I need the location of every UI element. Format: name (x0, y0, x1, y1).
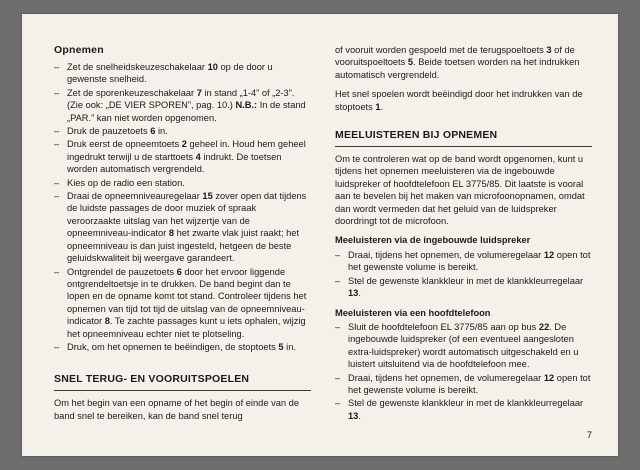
list-item-text: Druk, om het opnemen te beëindigen, de stoptoets 5 in. (67, 341, 296, 352)
dash-marker: – (54, 191, 60, 202)
list-item-text: Ontgrendel de pauzetoets 6 door het ervoor liggende ontgrendeltoetsje in te drukken. De band begint dan te lopen en de opname komt tot stand. Controleer tijdens het opnemen van tijd tot tijd de uitslag van de opneemniveau-indicator 8. Te zachte passages kunt u iets ophalen, wijzig het opneemniveau echter niet te plotseling. (67, 266, 307, 339)
list-item-text: Zet de snelheidskeuzeschakelaar 10 op de door u gewenste snelheid. (67, 62, 273, 85)
section-heading-snel-spoelen: SNEL TERUG- EN VOORUITSPOELEN (54, 373, 250, 386)
page-columns (22, 14, 618, 456)
dash-marker: – (54, 177, 60, 188)
continuation-paragraph-1: of vooruit worden gespoeld met de terugspoeltoets 3 of de vooruitspoeltoets 5. Beide toetsen worden na het indrukken automatisch vergrendeld. (335, 45, 580, 80)
list-item (335, 249, 592, 274)
list-item-text: Draai, tijdens het opnemen, de volumeregelaar 12 open tot het gewenste volume is bereikt. (348, 249, 591, 273)
spacer (335, 120, 592, 129)
manual-page (22, 14, 618, 456)
dash-marker: – (54, 62, 60, 72)
list-item (335, 275, 592, 300)
dash-marker: – (54, 341, 60, 352)
list-item (335, 372, 592, 397)
list-item-text: Draai, tijdens het opnemen, de volumeregelaar 12 open tot het gewenste volume is bereikt. (348, 372, 591, 395)
list-item (54, 177, 311, 189)
subheading-hoofdtelefoon: Meeluisteren via een hoofdtelefoon (335, 307, 491, 318)
dash-marker: – (54, 87, 60, 98)
right-column (335, 44, 592, 436)
subheading-ingebouwde-luidspreker: Meeluisteren via de ingebouwde luidspreker (335, 235, 531, 246)
list-item-text: Draai de opneemniveauregelaar 15 zover open dat tijdens de luidste passages de door muziek of spraak veroorzaakte uitslag van het wijzertje van de opneemniveau-indicator 8 het zwarte vlak juist raakt; het opneemniveau is dan juist ingesteld, hetgeen de beste geluidskwaliteit bij weergave garandeert. (67, 191, 307, 264)
snel-spoelen-paragraph: Om het begin van een opname of het begin of einde van de band snel te bereiken, kan de band snel terug (54, 398, 299, 421)
list-item-text: Druk eerst de opneemtoets 2 geheel in. Houd hem geheel ingedrukt terwijl u de starttoets 4 indrukt. De toetsen worden automatisch vergrendeld. (67, 139, 306, 175)
section-heading-opnemen: Opnemen (54, 44, 104, 56)
list-item-text: Stel de gewenste klankkleur in met de klankkleurregelaar 13. (348, 398, 584, 421)
dash-marker: – (335, 398, 341, 409)
dash-marker: – (335, 372, 341, 383)
list-item-text: Sluit de hoofdtelefoon EL 3775/85 aan op bus 22. De ingebouwde luidspreker (of een eventueel aangesloten extra-luidspreker) wordt automatisch uitgeschakeld en u luistert uitsluitend via de hoofdtelefoon mee. (348, 321, 579, 370)
dash-marker: – (54, 139, 60, 150)
opnemen-steps-list (54, 61, 311, 353)
section-heading-meeluisteren: MEELUISTEREN BIJ OPNEMEN (335, 129, 498, 142)
ingebouwde-luidspreker-steps (335, 249, 592, 300)
left-column (54, 44, 311, 436)
list-item (54, 341, 311, 353)
dash-marker: – (54, 126, 60, 137)
dash-marker: – (54, 266, 60, 277)
page-number: 7 (586, 430, 592, 440)
list-item (54, 138, 311, 175)
dash-marker: – (335, 249, 341, 260)
list-item-text: Kies op de radio een station. (67, 177, 185, 188)
section-divider (54, 390, 311, 391)
list-item (54, 61, 311, 86)
list-item (54, 125, 311, 137)
dash-marker: – (335, 275, 341, 286)
hoofdtelefoon-steps (335, 321, 592, 422)
list-item-text: Druk de pauzetoets 6 in. (67, 126, 168, 137)
list-item-text: Zet de sporenkeuzeschakelaar 7 in stand „1-4” of „2-3”. (Zie ook: „DE VIER SPOREN”, pag. 10.) N.B.: In de stand „PAR.” kan niet worden opgenomen. (67, 87, 306, 123)
continuation-paragraph-2: Het snel spoelen wordt beëindigd door het indrukken van de stoptoets 1. (335, 89, 583, 112)
list-item (54, 87, 311, 124)
spacer (54, 360, 311, 373)
list-item (335, 321, 592, 371)
list-item (54, 190, 311, 264)
meeluisteren-intro-paragraph: Om te controleren wat op de band wordt opgenomen, kunt u tijdens het opnemen meeluisteren via de ingebouwde luidspreker of hoofdtelefoon EL 3775/85. Dit laatste is vooral aan te bevelen bij het maken van microfoonopnamen, omdat dan wordt vermeden dat het geluid van de luidspreker doordringt tot de microfoon. (335, 154, 585, 227)
dash-marker: – (335, 321, 341, 332)
list-item-text: Stel de gewenste klankkleur in met de klankkleurregelaar 13. (348, 275, 584, 299)
list-item (335, 397, 592, 422)
list-item (54, 266, 311, 340)
section-divider (335, 146, 592, 147)
